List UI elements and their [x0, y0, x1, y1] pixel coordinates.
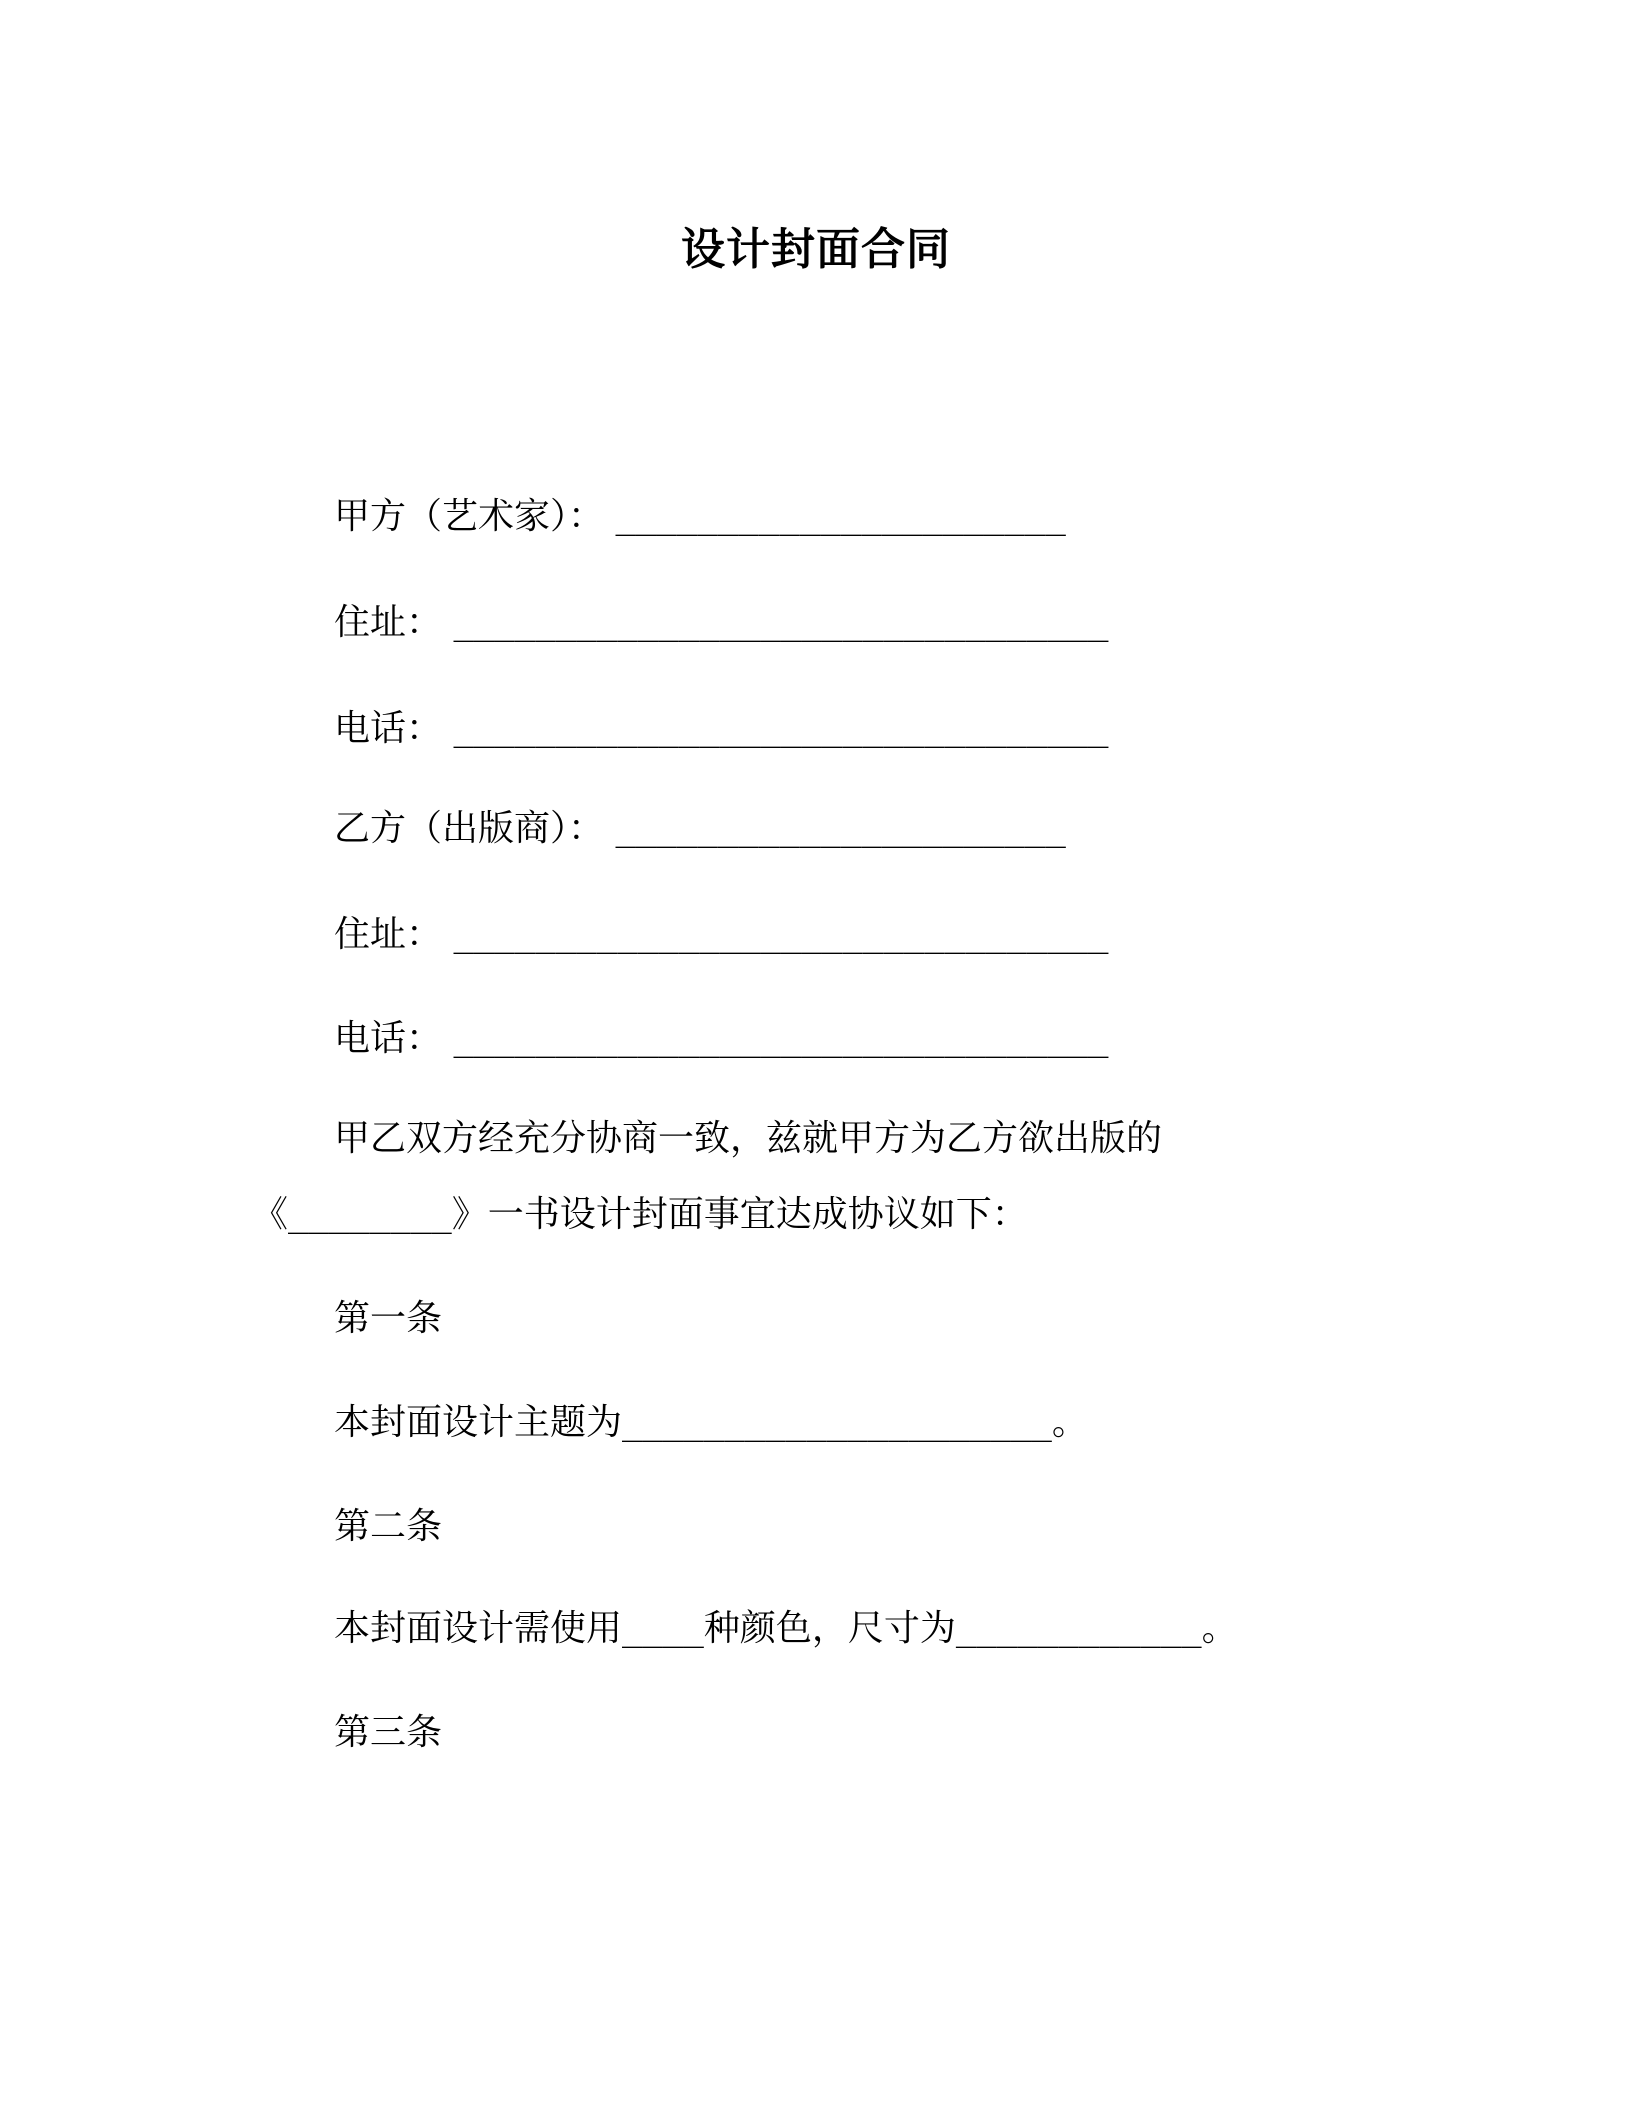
party-a-phone-blank: ________________________________ [453, 709, 1109, 749]
article-3-heading: 第三条 [334, 1712, 443, 1753]
article-2-text-c: 。 [1201, 1608, 1238, 1649]
party-b-blank: ______________________ [615, 809, 1066, 849]
intro-line-2-text: 》一书设计封面事宜达成协议如下： [451, 1194, 1028, 1235]
article-2-blank-size: ____________ [955, 1609, 1202, 1649]
party-b-address-line [334, 912, 1109, 958]
book-title-open-mark: 《 [252, 1194, 289, 1235]
article-1-text-a: 本封面设计主题为 [334, 1402, 623, 1443]
party-a-phone-line [334, 706, 1109, 752]
article-2-heading: 第二条 [334, 1506, 443, 1547]
article-2-text-a: 本封面设计需使用 [334, 1608, 623, 1649]
party-a-blank: ______________________ [615, 497, 1066, 537]
article-1-text-b: 。 [1051, 1402, 1088, 1443]
party-b-phone-blank: ________________________________ [453, 1019, 1109, 1059]
article-1-blank: _____________________ [622, 1403, 1052, 1443]
party-b-phone-line [334, 1016, 1109, 1062]
book-title-blank: ________ [288, 1195, 452, 1235]
document-title: 设计封面合同 [681, 224, 951, 275]
party-a-phone-label: 电话： [334, 708, 443, 749]
article-2-blank-colors: ____ [622, 1609, 704, 1649]
article-1-heading: 第一条 [334, 1298, 443, 1339]
article-1-text [334, 1400, 1088, 1446]
party-a-address-blank: ________________________________ [453, 603, 1109, 643]
party-a-line [334, 494, 1066, 540]
party-b-phone-label: 电话： [334, 1018, 443, 1059]
intro-line-2 [252, 1192, 1028, 1238]
party-a-label: 甲方（艺术家）： [334, 496, 605, 537]
article-2-text [334, 1606, 1238, 1652]
party-b-label: 乙方（出版商）： [334, 808, 605, 849]
party-b-line [334, 806, 1066, 852]
party-a-address-line [334, 600, 1109, 646]
intro-line-1: 甲乙双方经充分协商一致，兹就甲方为乙方欲出版的 [334, 1118, 1163, 1159]
party-a-address-label: 住址： [334, 602, 443, 643]
party-b-address-label: 住址： [334, 914, 443, 955]
party-b-address-blank: ________________________________ [453, 915, 1109, 955]
article-2-text-b: 种颜色，尺寸为 [703, 1608, 956, 1649]
